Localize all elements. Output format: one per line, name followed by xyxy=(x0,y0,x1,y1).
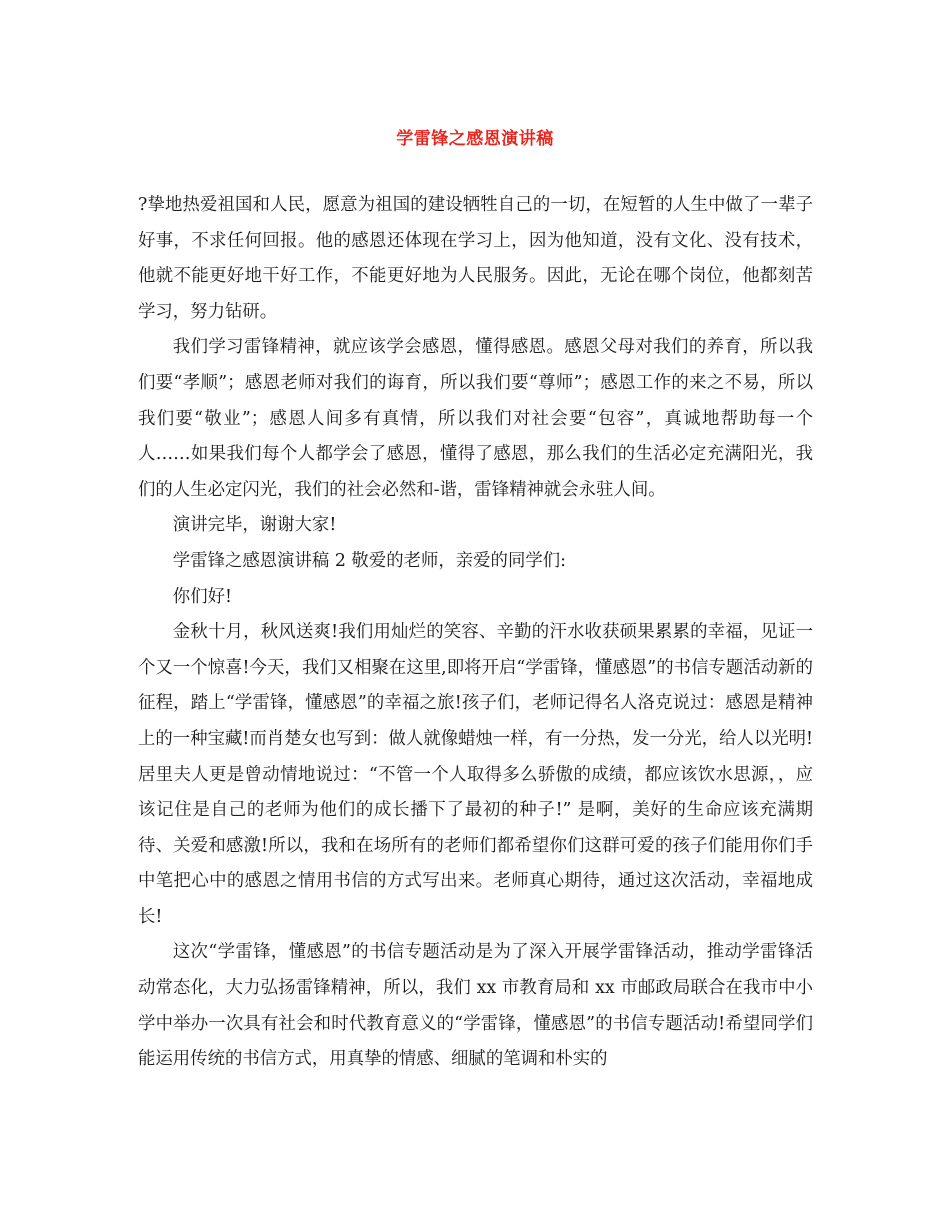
paragraph-continuation: ?挚地热爱祖国和人民，愿意为祖国的建设牺牲自己的一切，在短暂的人生中做了一辈子好事，不求任何回报。他的感恩还体现在学习上，因为他知道，没有文化、没有技术，他就不能更好地干好工作，不能更好地为人民服务。因此，无论在哪个岗位，他都刻苦学习，努力钻研。 xyxy=(138,195,813,322)
paragraph-learn-gratitude: 我们学习雷锋精神，就应该学会感恩，懂得感恩。感恩父母对我们的养育，所以我们要“孝顺”；感恩老师对我们的诲育，所以我们要“尊师”；感恩工作的来之不易，所以我们要“敬业”；感恩人间多有真情，所以我们对社会要“包容”，真诚地帮助每一个人……如果我们每个人都学会了感恩，懂得了感恩，那么我们的生活必定充满阳光，我们的人生必定闪光，我们的社会必然和-谐，雷锋精神就会永驻人间。 xyxy=(138,337,813,500)
paragraph-autumn: 金秋十月，秋风送爽!我们用灿烂的笑容、辛勤的汗水收获硕果累累的幸福，见证一个又一个惊喜!今天，我们又相聚在这里,即将开启“学雷锋，懂感恩”的书信专题活动新的征程，踏上“学雷锋，懂感恩”的幸福之旅!孩子们，老师记得名人洛克说过：感恩是精神上的一种宝藏!而肖楚女也写到：做人就像蜡烛一样，有一分热，发一分光，给人以光明!居里夫人更是曾动情地说过：“不管一个人取得多么骄傲的成绩，都应该饮水思源，，应该记住是自己的老师为他们的成长播下了最初的种子!” 是啊，美好的生命应该充满期待、关爱和感激!所以，我和在场所有的老师们都希望你们这群可爱的孩子们能用你们手中笔把心中的感恩之情用书信的方式写出来。老师真心期待，通过这次活动，幸福地成长! xyxy=(138,622,813,927)
document-title: 学雷锋之感恩演讲稿 xyxy=(396,129,554,149)
paragraph-closing: 演讲完毕，谢谢大家! xyxy=(172,515,337,536)
paragraph-greeting: 你们好! xyxy=(172,586,232,607)
paragraph-speech-2-heading: 学雷锋之感恩演讲稿 2 敬爱的老师，亲爱的同学们: xyxy=(172,550,566,571)
document-body xyxy=(138,188,813,1078)
paragraph-activity: 这次“学雷锋，懂感恩”的书信专题活动是为了深入开展学雷锋活动，推动学雷锋活动常态化，大力弘扬雷锋精神，所以，我们 xx 市教育局和 xx 市邮政局联合在我市中小学中举办一次具有社会和时代教育意义的“学雷锋，懂感恩”的书信专题活动!希望同学们能运用传统的书信方式，用真挚的情感、细腻的笔调和朴实的 xyxy=(138,942,813,1070)
